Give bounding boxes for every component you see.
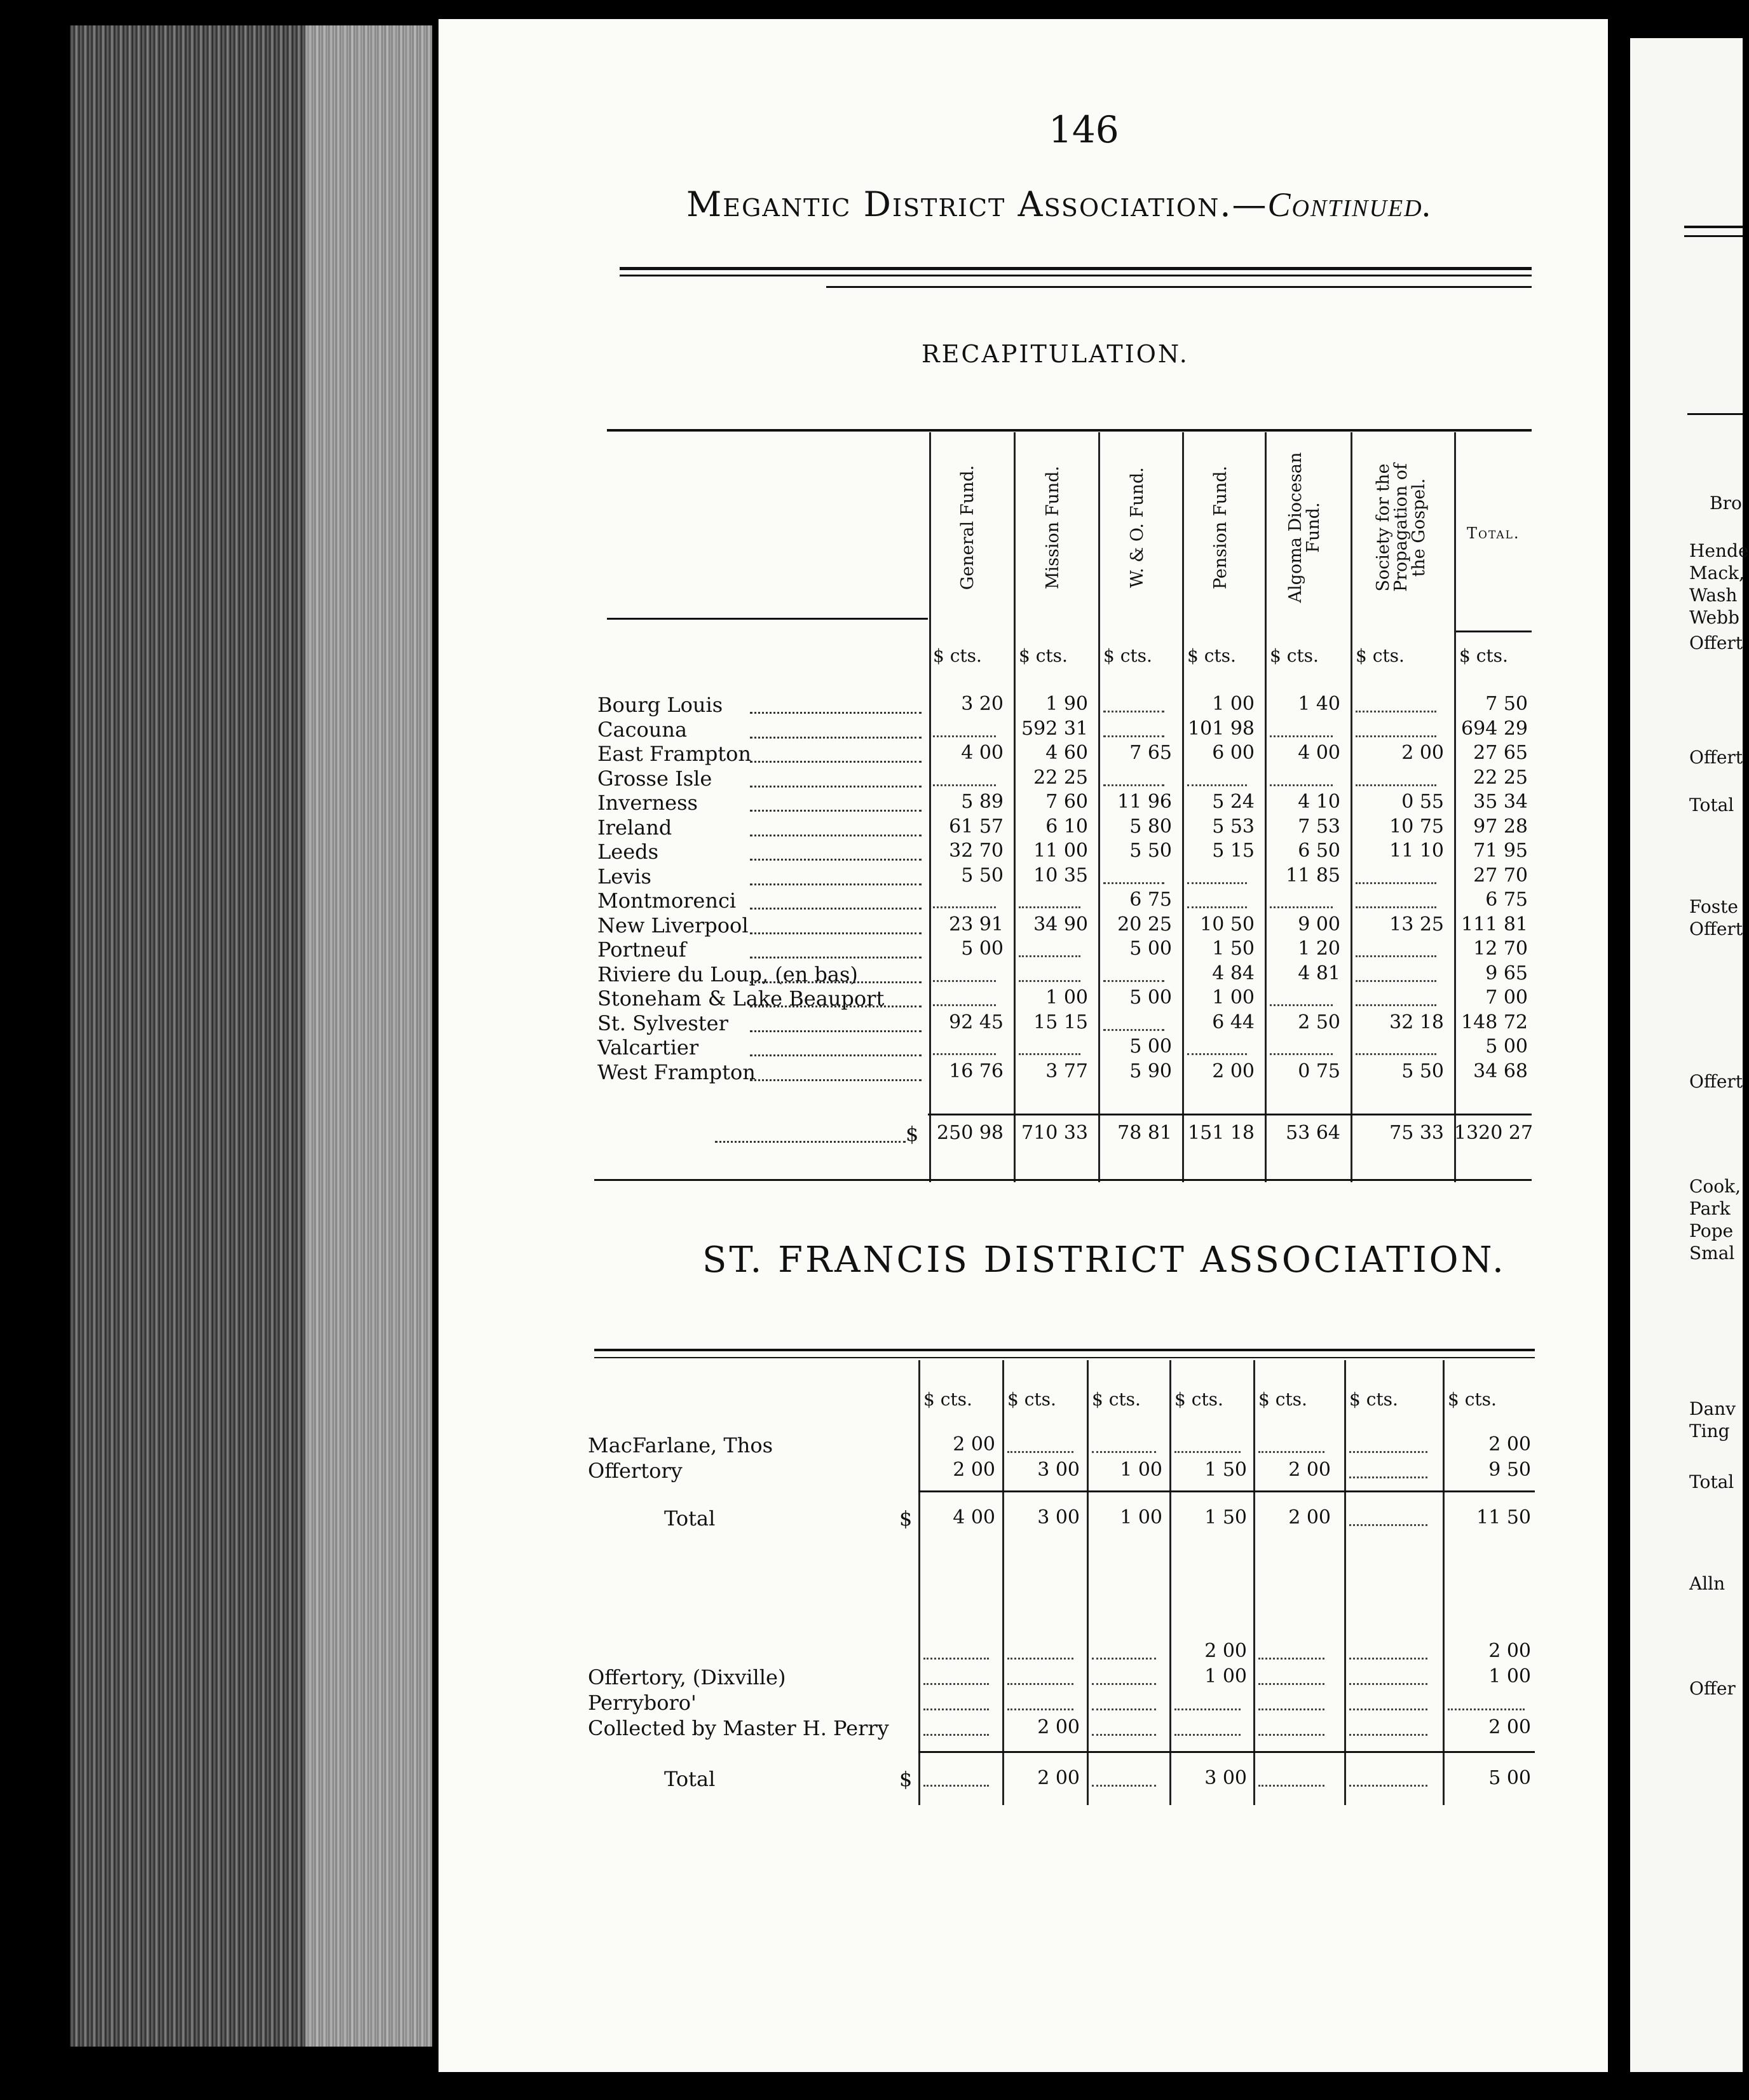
empty-cell-dots [1092,1720,1156,1736]
table-cell: 23 91 [949,913,1004,936]
facing-page-fragment: Offert [1689,747,1743,768]
units-label: $ cts. [1187,645,1236,666]
book-page-edges-light [305,25,432,2047]
empty-cell-dots [1270,721,1333,737]
empty-cell-dots [933,721,996,737]
total-cell: 78 81 [1117,1122,1172,1144]
empty-cell-dots [1349,1771,1427,1787]
table-row-name: Perryboro' [588,1691,697,1715]
table-cell: 34 68 [1473,1060,1528,1082]
table-cell: 11 96 [1117,791,1172,813]
empty-cell-dots [1007,1669,1073,1685]
empty-cell-dots [1007,1694,1073,1710]
empty-cell-dots [1092,1644,1156,1660]
table-cell: 22 25 [1473,766,1528,789]
table-row-name: Valcartier [597,1035,699,1060]
table-cell: 5 89 [961,791,1004,813]
recap-bottom-rule [594,1179,1532,1181]
table-row-name: MacFarlane, Thos [588,1433,773,1457]
table-row-name: Offertory [588,1459,683,1483]
table-cell: 71 95 [1473,840,1528,862]
table-row-name: Grosse Isle [597,766,712,791]
table-cell: 5 15 [1212,840,1255,862]
table-row-name: Riviere du Loup, (en bas) [597,962,858,986]
table-cell: 7 60 [1045,791,1088,813]
empty-cell-dots [923,1720,989,1736]
table-cell: 1 00 [1488,1665,1531,1688]
leader-dots [715,1124,906,1143]
sf-top-rule-2 [594,1357,1535,1358]
empty-cell-dots [1270,892,1333,908]
table-cell: 4 60 [1045,742,1088,764]
table-cell: 1 90 [1045,693,1088,715]
table-cell: 3 20 [961,693,1004,715]
table-cell: 2 00 [1037,1716,1080,1738]
empty-cell-dots [1103,721,1164,737]
empty-cell-dots [1356,941,1436,957]
table-cell: 1 00 [1120,1506,1162,1529]
empty-cell-dots [933,966,996,982]
dollar-sign: $ [906,1122,919,1146]
facing-page [1630,38,1743,2072]
empty-cell-dots [1270,990,1333,1006]
units-label: $ cts. [1448,1389,1497,1410]
table-cell: 2 00 [1204,1640,1247,1662]
leader-dots [750,989,922,1007]
table-cell: 1 50 [1212,938,1255,960]
empty-cell-dots [1019,892,1080,908]
table-cell: 92 45 [949,1011,1004,1033]
facing-page-fragment: Foste [1689,896,1738,917]
facing-page-fragment: Offert [1689,632,1743,653]
table-cell: 6 44 [1212,1011,1255,1033]
empty-cell-dots [1270,770,1333,786]
title-rule [620,267,1532,270]
table-cell: 2 00 [1488,1716,1531,1738]
table-cell: 1 00 [1045,986,1088,1009]
table-cell: 0 75 [1298,1060,1340,1082]
table-cell: 592 31 [1021,717,1088,740]
facing-page-fragment: Hende [1689,540,1749,561]
leader-dots [750,1014,922,1032]
table-cell: 6 10 [1045,815,1088,838]
empty-cell-dots [923,1644,989,1660]
empty-cell-dots [1258,1644,1324,1660]
table-cell: 9 65 [1485,962,1528,985]
table-cell: 1 00 [1120,1459,1162,1481]
title-text: Megantic District Association.— [686,184,1268,224]
empty-cell-dots [1349,1437,1427,1453]
table-row-name: West Frampton [597,1060,756,1084]
empty-cell-dots [1258,1771,1324,1787]
table-cell: 1 50 [1204,1459,1247,1481]
column-header: Algoma Diocesan Fund. [1286,452,1323,603]
leader-dots [750,744,922,763]
table-cell: 5 00 [1485,1035,1528,1058]
table-cell: 5 50 [1401,1060,1444,1082]
dollar-sign: $ [899,1506,913,1531]
table-cell: 4 00 [961,742,1004,764]
leader-dots [750,793,922,812]
table-cell: 20 25 [1117,913,1172,936]
empty-cell-dots [1092,1771,1156,1787]
empty-cell-dots [1448,1694,1525,1710]
table-cell: 2 00 [1212,1060,1255,1082]
facing-page-fragment: Offert [1689,1071,1743,1092]
empty-cell-dots [1270,1039,1333,1055]
table-cell: 5 00 [1129,938,1172,960]
total-cell: 250 98 [937,1122,1004,1144]
leader-dots [750,891,922,910]
facing-page-fragment: Ting [1689,1421,1730,1442]
table-cell: 111 81 [1461,913,1528,936]
table-cell: 2 00 [1037,1767,1080,1789]
facing-page-fragment: Mack, [1689,562,1745,583]
empty-cell-dots [1349,1694,1427,1710]
table-cell: 3 00 [1037,1459,1080,1481]
table-cell: 7 53 [1298,815,1340,838]
table-row-name: Cacouna [597,717,688,742]
empty-cell-dots [1349,1510,1427,1526]
empty-cell-dots [1356,990,1436,1006]
table-cell: 5 00 [961,938,1004,960]
units-label: $ cts. [1092,1389,1141,1410]
empty-cell-dots [923,1669,989,1685]
sf-col-line [1443,1360,1445,1805]
leader-dots [750,842,922,861]
table-cell: 2 00 [1288,1459,1331,1481]
facing-page-fragment: Pope [1689,1220,1734,1241]
table-cell: 61 57 [949,815,1004,838]
table-cell: 5 00 [1129,986,1172,1009]
table-cell: 6 75 [1129,889,1172,911]
leader-dots [750,867,922,885]
column-header: General Fund. [958,465,977,590]
facing-page-fragment: Park [1689,1198,1731,1219]
empty-cell-dots [1019,966,1080,982]
table-row-name: Stoneham & Lake Beauport [597,986,885,1011]
units-label: $ cts. [933,645,982,666]
empty-cell-dots [933,892,996,908]
total-cell: 710 33 [1021,1122,1088,1144]
table-cell: 16 76 [949,1060,1004,1082]
table-cell: 1 00 [1212,986,1255,1009]
units-label: $ cts. [1007,1389,1056,1410]
table-cell: 32 18 [1389,1011,1444,1033]
table-cell: 1 00 [1204,1665,1247,1688]
units-label: $ cts. [1270,645,1319,666]
empty-cell-dots [1258,1694,1324,1710]
facing-page-fragment: Smal [1689,1243,1735,1264]
table-cell: 1 40 [1298,693,1340,715]
table-cell: 27 65 [1473,742,1528,764]
table-cell: 1 20 [1298,938,1340,960]
table-row-name: Leeds [597,840,659,864]
column-header: W. & O. Fund. [1127,467,1147,588]
empty-cell-dots [1356,966,1436,982]
table-cell: 5 50 [961,864,1004,887]
table-cell: 5 00 [1129,1035,1172,1058]
facing-rule-2 [1684,235,1743,237]
table-cell: 4 81 [1298,962,1340,985]
table-cell: 32 70 [949,840,1004,862]
table-cell: 27 70 [1473,864,1528,887]
empty-cell-dots [1356,892,1436,908]
empty-cell-dots [1356,868,1436,884]
empty-cell-dots [1356,770,1436,786]
empty-cell-dots [1174,1720,1241,1736]
empty-cell-dots [1092,1669,1156,1685]
table-row-name: Collected by Master H. Perry [588,1716,889,1740]
table-cell: 11 50 [1476,1506,1531,1529]
table-cell: 6 50 [1298,840,1340,862]
facing-rule-3 [1687,413,1743,415]
leader-dots [750,720,922,739]
table-cell: 694 29 [1461,717,1528,740]
empty-cell-dots [923,1771,989,1787]
table-cell: 11 85 [1286,864,1340,887]
empty-cell-dots [1092,1694,1156,1710]
title-rule-2 [620,275,1532,276]
empty-cell-dots [1356,1039,1436,1055]
empty-cell-dots [1258,1437,1324,1453]
facing-page-fragment: Webb [1689,607,1739,628]
empty-cell-dots [1019,1039,1080,1055]
sf-col-line [1002,1360,1004,1805]
empty-cell-dots [1258,1669,1324,1685]
table-cell: 34 90 [1033,913,1088,936]
table-row-name: East Frampton [597,742,752,766]
sf-col-line [1169,1360,1171,1805]
dollar-sign: $ [899,1767,913,1791]
facing-rule [1684,226,1743,228]
empty-cell-dots [933,990,996,1006]
empty-cell-dots [1187,892,1247,908]
table-row-name: Inverness [597,791,698,815]
table-cell: 10 75 [1389,815,1444,838]
table-cell: 3 00 [1204,1767,1247,1789]
empty-cell-dots [1187,1039,1247,1055]
table-cell: 4 00 [1298,742,1340,764]
empty-cell-dots [1356,721,1436,737]
table-cell: 2 00 [953,1459,995,1481]
empty-cell-dots [1103,966,1164,982]
facing-page-fragment: Cook, [1689,1176,1741,1197]
table-cell: 10 35 [1033,864,1088,887]
empty-cell-dots [1103,1015,1164,1031]
facing-page-fragment: Offer [1689,1678,1736,1699]
table-cell: 6 00 [1212,742,1255,764]
facing-page-fragment: Total [1689,1471,1734,1492]
table-row-name: Levis [597,864,651,889]
table-cell: 12 70 [1473,938,1528,960]
table-cell: 10 50 [1200,913,1255,936]
table-cell: 3 00 [1037,1506,1080,1529]
table-cell: 7 00 [1485,986,1528,1009]
sf-col-line [1344,1360,1346,1805]
table-row-name: Offertory, (Dixville) [588,1665,786,1689]
empty-cell-dots [1258,1720,1324,1736]
table-cell: 2 00 [1488,1433,1531,1456]
table-row-name: Total [664,1506,716,1531]
table-cell: 22 25 [1033,766,1088,789]
recap-top-rule [607,429,1532,432]
recap-header-rule [607,618,928,620]
facing-page-fragment: Wash [1689,585,1738,606]
empty-cell-dots [1007,1437,1073,1453]
table-cell: 148 72 [1461,1011,1528,1033]
table-row-name: New Liverpool [597,913,749,938]
table-cell: 5 90 [1129,1060,1172,1082]
sf-col-line [1253,1360,1255,1805]
acton-sum-rule [918,1490,1535,1492]
table-cell: 5 00 [1488,1767,1531,1789]
leader-dots [750,695,922,714]
sf-col-line [918,1360,920,1805]
units-label: $ cts. [1459,645,1508,666]
title-rule-3 [826,286,1532,288]
page-number: 146 [1049,108,1119,151]
sf-heading: ST. FRANCIS DISTRICT ASSOCIATION. [702,1239,1506,1281]
empty-cell-dots [923,1694,989,1710]
table-cell: 5 24 [1212,791,1255,813]
table-cell: 11 10 [1389,840,1444,862]
table-cell: 5 53 [1212,815,1255,838]
table-cell: 4 10 [1298,791,1340,813]
table-cell: 3 77 [1045,1060,1088,1082]
empty-cell-dots [1349,1644,1427,1660]
table-cell: 0 55 [1401,791,1444,813]
table-row-name: Ireland [597,815,672,840]
empty-cell-dots [1349,1669,1427,1685]
table-cell: 101 98 [1188,717,1255,740]
table-cell: 2 00 [1401,742,1444,764]
empty-cell-dots [1356,697,1436,712]
table-cell: 35 34 [1473,791,1528,813]
column-header: Pension Fund. [1211,465,1230,590]
empty-cell-dots [1174,1694,1241,1710]
table-cell: 2 00 [953,1433,995,1456]
recap-header-rule-2 [1455,631,1532,632]
table-cell: 7 65 [1129,742,1172,764]
leader-dots [750,769,922,788]
units-label: $ cts. [1356,645,1405,666]
table-cell: 11 00 [1033,840,1088,862]
leader-dots [750,1038,922,1056]
table-cell: 6 75 [1485,889,1528,911]
sf-col-line [1087,1360,1089,1805]
leader-dots [750,940,922,958]
table-cell: 9 50 [1488,1459,1531,1481]
facing-page-fragment: Total [1689,794,1734,815]
table-row-name: Bourg Louis [597,693,723,717]
units-label: $ cts. [1174,1389,1223,1410]
recap-heading: RECAPITULATION. [922,340,1189,368]
table-row-name: Portneuf [597,938,686,962]
units-label: $ cts. [1019,645,1068,666]
facing-page-fragment: Bro [1710,493,1742,514]
table-row-name: Montmorenci [597,889,737,913]
recap-sum-rule [928,1114,1532,1115]
title-continued: Continued. [1267,186,1433,224]
empty-cell-dots [1103,868,1164,884]
sf-top-rule [594,1349,1535,1351]
table-row-name: Total [664,1767,716,1791]
empty-cell-dots [1174,1437,1241,1453]
facing-page-fragment: Alln [1689,1573,1725,1594]
leader-dots [750,916,922,934]
page-title [686,184,1433,224]
barford-sum-rule [918,1751,1535,1753]
table-cell: 2 50 [1298,1011,1340,1033]
total-cell: 53 64 [1286,1122,1340,1144]
table-cell: 97 28 [1473,815,1528,838]
leader-dots [750,818,922,836]
column-header: Society for the Propagation of the Gospel. [1373,463,1429,592]
empty-cell-dots [1349,1462,1427,1478]
table-cell: 7 50 [1485,693,1528,715]
empty-cell-dots [1019,941,1080,957]
table-cell: 4 84 [1212,962,1255,985]
column-header-total: Total. [1467,524,1520,542]
table-cell: 2 00 [1288,1506,1331,1529]
leader-dots [750,965,922,983]
empty-cell-dots [1187,868,1247,884]
units-label: $ cts. [1258,1389,1307,1410]
table-cell: 15 15 [1033,1011,1088,1033]
empty-cell-dots [1092,1437,1156,1453]
table-cell: 5 80 [1129,815,1172,838]
column-header: Mission Fund. [1043,465,1063,590]
table-row-name: St. Sylvester [597,1011,728,1035]
table-cell: 1 50 [1204,1506,1247,1529]
empty-cell-dots [1349,1720,1427,1736]
total-cell: 1320 27 [1454,1122,1534,1144]
empty-cell-dots [1187,770,1247,786]
table-cell: 2 00 [1488,1640,1531,1662]
table-cell: 9 00 [1298,913,1340,936]
empty-cell-dots [933,1039,996,1055]
total-cell: 151 18 [1188,1122,1255,1144]
total-cell: 75 33 [1389,1122,1444,1144]
empty-cell-dots [1007,1644,1073,1660]
table-cell: 4 00 [953,1506,995,1529]
facing-page-fragment: Danv [1689,1398,1736,1419]
units-label: $ cts. [1349,1389,1398,1410]
empty-cell-dots [1103,697,1164,712]
facing-page-fragment: Offert [1689,918,1743,939]
empty-cell-dots [1103,770,1164,786]
table-cell: 5 50 [1129,840,1172,862]
table-cell: 13 25 [1389,913,1444,936]
table-cell: 1 00 [1212,693,1255,715]
leader-dots [750,1063,922,1081]
units-label: $ cts. [923,1389,972,1410]
units-label: $ cts. [1103,645,1152,666]
empty-cell-dots [933,770,996,786]
